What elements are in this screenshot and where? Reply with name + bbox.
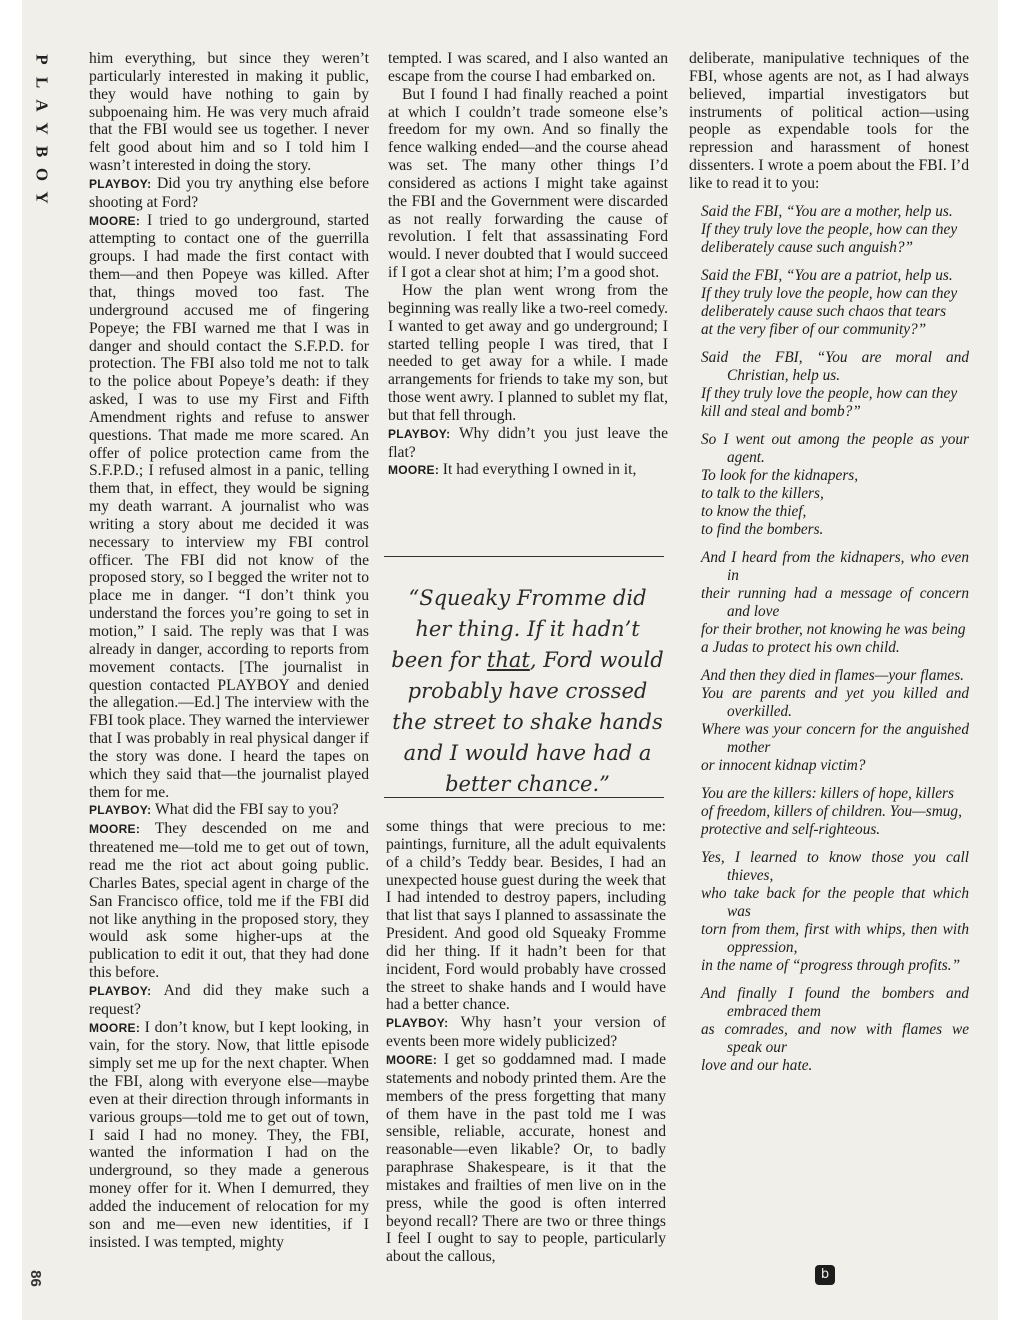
poem-line: or innocent kidnap victim? [701, 756, 866, 774]
paragraph-text: I tried to go underground, started attempting to contact one of the guerrilla groups. I had made the first contact with them—and then Popeye was killed. After that, things moved too fast. The underground accused me of fingering Popeye; the FBI warned me that I was in danger and should contact the S.F.P.D. for protection. The FBI also told me not to talk to the police about Popeye’s death: if they asked, I was to use my First and Fifth Amendment rights and refuse to answer questions. That made me more scared. An offer of police protection came from the S.F.P.D.; I refused almost in a panic, telling them that, in effect, they would be signing my death warrant. A journalist who was writing a story about me decided it was necessary to interview my FBI control officer. The FBI did not know of the proposed story, so I begged the writer not to place me in danger. “I don’t think you understand the forces you’re going to set in motion,” I said. The reply was that I was already in danger, according to reports from movement contacts. [The journalist in question contacted PLAYBOY and denied the allegation.—Ed.] The interview with the FBI took place. They warned the interviewer that I was probably in real physical danger if the story was done. I heard the tapes on which they said that—the journalist played them for me. [89, 211, 369, 801]
speaker-label: PLAYBOY: [89, 803, 156, 818]
poem-line: Said the FBI, “You are a mother, help us. [701, 202, 953, 220]
interview-exchange [388, 425, 668, 462]
masthead-letter: Y [32, 191, 52, 204]
interview-exchange [89, 1019, 369, 1252]
poem-stanza [701, 785, 969, 839]
poem-line: Yes, I learned to know those you call thieves, [701, 848, 969, 884]
poem-line: of freedom, killers of children. You—smug, [701, 802, 962, 820]
paragraph-text: I get so goddamned mad. I made statements and nobody printed them. Are the members of the press forgetting that many of them have in the past told me I was sensible, reliable, accurate, honest and reasonable—even likable? Or, to badly paraphrase Shakespeare, is it that the mistakes and frailties of men live on in the press, while the good is often interred beyond recall? There are two or three things I feel I ought to say to people, particularly about the callous, [386, 1050, 667, 1266]
pull-quote-rule-top [384, 556, 664, 557]
poem-line: in the name of “progress through profits.” [701, 956, 961, 974]
speaker-label: MOORE: [386, 1052, 444, 1067]
interview-exchange [388, 461, 668, 480]
poem-line: You are parents and yet you killed and overkilled. [701, 684, 969, 720]
speaker-label: MOORE: [89, 822, 155, 837]
poem-stanza [701, 431, 969, 539]
poem-line: If they truly love the people, how can they [701, 220, 958, 238]
paragraph [89, 50, 369, 175]
poem-line: for their brother, not knowing he was being [701, 620, 966, 638]
poem-stanza [701, 667, 969, 775]
poem-stanza [701, 267, 969, 339]
poem-line: To look for the kidnapers, [701, 466, 859, 484]
poem-line: If they truly love the people, how can they [701, 384, 958, 402]
paragraph-text: I don’t know, but I kept looking, in vain, for the story. Now, that little episode simply set me up for the next chapter. When the FBI, along with everyone else—maybe even at their direction through informants in various groups—told me to get out of town, I said I had no money. They, the FBI, wanted the information I had on the underground, so they made a generous money offer for it. When I demurred, they added the inducement of relocation for my son and me—even new identities, if I insisted. I was tempted, mighty [89, 1018, 370, 1251]
poem-line: protective and self-righteous. [701, 820, 881, 838]
speaker-label: MOORE: [89, 1020, 145, 1035]
poem-line: deliberately cause such anguish?” [701, 238, 913, 256]
poem-line: who take back for the people that which was [701, 884, 969, 920]
pull-quote [390, 583, 665, 800]
poem-line: So I went out among the people as your agent. [701, 430, 969, 466]
paragraph-text: tempted. I was scared, and I also wanted an escape from the course I had embarked on. [388, 50, 668, 85]
column-1 [89, 50, 369, 1252]
interview-exchange [386, 1014, 666, 1051]
paragraph-text: How the plan went wrong from the beginning was really like a two-reel comedy. I wanted to get away and go underground; I started telling people I was tired, that I needed to get away for a while. I made arrangements for friends to take my son, but those went awry. I planned to sublet my flat, but that fell through. [388, 281, 669, 424]
paragraph-text: Why hasn’t your version of events been more widely publicized? [386, 1014, 666, 1051]
speaker-label: PLAYBOY: [89, 176, 157, 191]
poem-line: Said the FBI, “You are a patriot, help us. [701, 266, 953, 284]
paragraph-text: And did they make such a request? [89, 981, 369, 1018]
poem-line: love and our hate. [701, 1056, 813, 1074]
paragraph-text: him everything, but since they weren’t particularly interested in making it public, they would have nothing to gain by subpoenaing him. He was very much afraid that the FBI would see us together. I never felt good about him and so I told him I wasn’t interested in doing the story. [89, 50, 369, 175]
poem-line: And then they died in flames—your flames. [701, 666, 964, 684]
poem-stanza [701, 849, 969, 975]
poem-line: torn from them, first with whips, then with oppression, [701, 920, 969, 956]
poem-line: Where was your concern for the anguished mother [701, 720, 969, 756]
poem-line: kill and steal and bomb?” [701, 402, 861, 420]
paragraph-text: It had everything I owned in it, [442, 461, 637, 479]
masthead-letter: A [32, 99, 52, 112]
poem-stanza [701, 349, 969, 421]
pull-quote-emphasis: that [486, 648, 530, 672]
masthead-letter: Y [32, 122, 52, 135]
paragraph-text: Why didn’t you just leave the flat? [388, 424, 668, 461]
poem-line: their running had a message of concern and love [701, 584, 969, 620]
poem-line: If they truly love the people, how can they [701, 284, 958, 302]
poem-line: And finally I found the bombers and embraced them [701, 984, 969, 1020]
poem-stanza [701, 203, 969, 257]
paragraph-text: What did the FBI say to you? [155, 801, 339, 819]
paragraph [386, 818, 666, 1014]
interview-exchange [89, 982, 369, 1019]
interview-exchange [89, 175, 369, 212]
masthead-letter: O [32, 167, 52, 182]
speaker-label: MOORE: [89, 213, 147, 228]
poem-line: to know the thief, [701, 502, 807, 520]
pull-quote-after: , Ford would probably have crossed the street to shake hands and I would have had a better chance.” [392, 648, 664, 796]
poem-line: as comrades, and now with flames we speak our [701, 1020, 969, 1056]
interview-exchange [89, 801, 369, 820]
poem-line: to talk to the killers, [701, 484, 824, 502]
paragraph [388, 50, 668, 86]
column-3 [689, 50, 969, 1075]
poem-line: at the very fiber of our community?” [701, 320, 927, 338]
speaker-label: MOORE: [388, 463, 443, 478]
column-2-bottom [386, 818, 666, 1266]
speaker-label: PLAYBOY: [386, 1016, 461, 1031]
side-masthead [30, 48, 54, 209]
paragraph [388, 86, 668, 282]
masthead-letter: P [32, 54, 52, 65]
pull-quote-before: “Squeaky Fromme did her thing. If it hadn’t been for [391, 586, 647, 672]
fbi-poem [689, 203, 969, 1075]
page-number: 86 [26, 1270, 44, 1287]
paragraph-text: But I found I had finally reached a point at which I couldn’t trade someone else’s freedom for my own. And so finally the fence walking ended—and the course ahead was set. The many other things I’d considered as actions I might take against the FBI and the Government were discarded as not really forwarding the cause of revolution. I felt that assassinating Ford would. I never doubted that I would succeed if I got a clear shot at him; I’m a good shot. [388, 85, 668, 282]
column-3-intro: deliberate, manipulative techniques of the FBI, whose agents are not, as I had always believed, impartial investigators but instruments of political action—using people as expendable tools for the repression and harassment of honest dissenters. I wrote a poem about the FBI. I’d like to read it to you: [689, 50, 969, 192]
interview-exchange [89, 212, 369, 802]
poem-line: You are the killers: killers of hope, killers [701, 784, 954, 802]
speaker-label: PLAYBOY: [89, 983, 164, 998]
poem-line: Said the FBI, “You are moral and Christian, help us. [701, 348, 969, 384]
paragraph-text: some things that were precious to me: paintings, furniture, all the adult equivalents of a child’s Teddy bear. Besides, I had an unexpected house guest during the week that I had intended to destroy papers, including that list that says I planned to assassinate the President. And good old Squeaky Fromme did her thing. If it hadn’t been for that incident, Ford would probably have crossed the street to shake hands and I would have had a better chance. [386, 818, 666, 1014]
masthead-letter: B [32, 145, 52, 158]
poem-line: a Judas to protect his own child. [701, 638, 900, 656]
column-2-top [388, 50, 668, 480]
poem-stanza [701, 985, 969, 1075]
poem-line: to find the bombers. [701, 520, 824, 538]
poem-line: deliberately cause such chaos that tears [701, 302, 947, 320]
interview-exchange [386, 1051, 666, 1266]
interview-exchange [89, 820, 369, 982]
paragraph [388, 282, 668, 425]
end-mark-icon: b [815, 1265, 835, 1285]
paragraph-text: Did you try anything else before shooting at Ford? [89, 174, 369, 211]
poem-line: And I heard from the kidnapers, who even in [701, 548, 969, 584]
paragraph-text: They descended on me and threatened me—told me to get out of town, read me the riot act about going public. Charles Bates, special agent in charge of the San Francisco office, told me if the FBI did not like anything in the proposed story, they would ask some higher-ups at the publication to edit it out, that they had done this before. [89, 820, 370, 982]
poem-stanza [701, 549, 969, 657]
pull-quote-rule-bottom [384, 797, 664, 798]
speaker-label: PLAYBOY: [388, 426, 459, 441]
masthead-letter: L [32, 76, 52, 89]
